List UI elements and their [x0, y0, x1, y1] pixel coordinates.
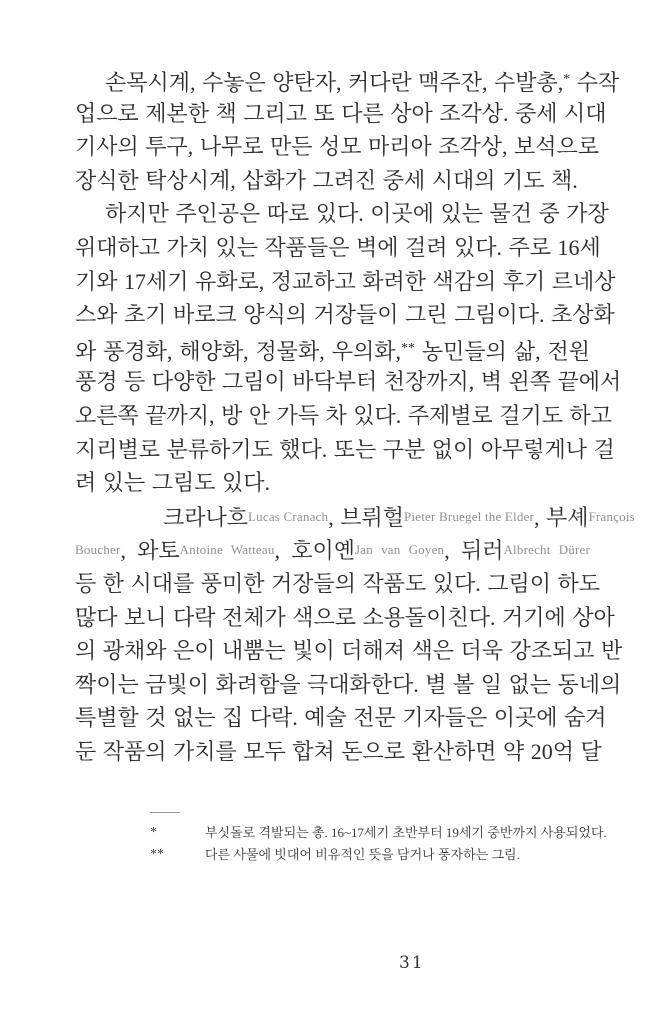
footnote-marker: **: [150, 846, 164, 862]
text-segment: 위대하고 가치 있는 작품들은 벽에 걸려 있다. 주로 16세: [75, 234, 601, 260]
text-segment: ,: [328, 504, 341, 530]
artist-name-latin: Pieter Bruegel the Elder: [403, 508, 535, 524]
page-number: 31: [399, 953, 425, 973]
footnote-item: [150, 822, 607, 844]
text-segment: 의 광채와 은이 내뿜는 빛이 더해져 색은 더욱 강조되고 반: [75, 638, 623, 664]
text-line: [75, 567, 601, 601]
text-line: [75, 634, 623, 668]
text-segment: 풍경 등 다양한 그림이 바닥부터 천장까지, 벽 왼쪽 끝에서: [75, 369, 622, 395]
artist-name-latin: Lucas Cranach: [248, 508, 329, 524]
text-segment: 농민들의 삶, 전원: [414, 338, 590, 364]
text-segment: 뒤러: [460, 538, 504, 564]
text-segment: 기사의 투구, 나무로 만든 성모 마리아 조각상, 보석으로: [75, 134, 600, 160]
footnote-marker: *: [150, 825, 157, 840]
text-segment: 와 풍경화, 해양화, 정물화, 우의화,: [75, 338, 401, 364]
text-segment: ,: [120, 538, 138, 564]
text-segment: 등 한 시대를 풍미한 거장들의 작품도 있다. 그림이 하도: [75, 570, 601, 596]
text-segment: ,: [444, 538, 461, 564]
text-segment: 업으로 제본한 책 그리고 또 다른 상아 조각상. 중세 시대: [75, 100, 607, 126]
text-segment: 브뤼헐: [340, 504, 404, 530]
text-line: [75, 735, 602, 769]
text-segment: 수작: [570, 70, 620, 95]
text-segment: 하지만 주인공은 따로 있다. 이곳에 있는 물건 중 가장: [105, 201, 609, 227]
footnote-reference-mark: **: [400, 340, 415, 356]
text-segment: 둔 작품의 가치를 모두 합쳐 돈으로 환산하면 약 20억 달: [75, 738, 602, 764]
text-line: [75, 365, 622, 399]
text-line: [75, 265, 616, 299]
text-segment: 와토: [137, 538, 180, 564]
artist-name-latin: Antoine Watteau: [179, 542, 275, 558]
text-line: [75, 130, 600, 164]
footnote-text: 다른 사물에 빗대어 비유적인 뜻을 담거나 풍자하는 그림.: [205, 846, 520, 862]
text-segment: 손목시계, 수놓은 양탄자, 커다란 맥주잔, 수발총,: [105, 70, 564, 95]
text-segment: 오른쪽 끝까지, 방 안 가득 차 있다. 주제별로 걸기도 하고: [75, 402, 613, 428]
artist-name-latin: François: [588, 508, 635, 524]
footnote-item: [150, 844, 590, 866]
text-block: [75, 63, 635, 768]
text-segment: 려 있는 그림도 있다.: [75, 470, 271, 496]
text-segment: 지리별로 분류하기도 했다. 또는 구분 없이 아무렇게나 걸: [75, 436, 615, 462]
text-segment: 크라나흐: [163, 504, 249, 530]
text-segment: ,: [534, 504, 547, 530]
footnote-reference-mark: *: [563, 72, 571, 87]
footnote-rule: [150, 812, 180, 813]
text-line: [75, 231, 601, 265]
text-line: [75, 601, 615, 635]
text-segment: 장식한 탁상시계, 삽화가 그려진 중세 시대의 기도 책.: [75, 167, 578, 193]
text-line: [75, 97, 607, 131]
text-line: [75, 332, 590, 366]
text-segment: 짝이는 금빛이 화려함을 극대화한다. 별 볼 일 없는 동네의: [75, 671, 622, 697]
text-segment: 특별할 것 없는 집 다락. 예술 전문 기자들은 이곳에 숨겨: [75, 705, 607, 731]
text-line: [75, 466, 590, 500]
footnote-list: [150, 822, 607, 865]
text-line: [75, 433, 615, 467]
text-line: [75, 668, 622, 702]
text-line: [75, 500, 635, 534]
text-line: [75, 298, 615, 332]
text-line: [75, 164, 590, 198]
text-line: [75, 399, 613, 433]
artist-name-latin: Albrecht Dürer: [503, 542, 591, 558]
text-segment: 호이옌: [291, 538, 355, 564]
text-line: [75, 701, 607, 735]
text-segment: 기와 17세기 유화로, 정교하고 화려한 색감의 후기 르네상: [75, 268, 616, 294]
artist-name-latin: Jan van Goyen: [355, 542, 445, 558]
text-segment: ,: [274, 538, 292, 564]
text-line: [75, 533, 590, 567]
text-segment: 부셰: [546, 504, 589, 530]
text-segment: 많다 보니 다락 전체가 색으로 소용돌이친다. 거기에 상아: [75, 604, 615, 630]
artist-name-latin: Boucher: [75, 542, 121, 558]
text-segment: 스와 초기 바로크 양식의 거장들이 그린 그림이다. 초상화: [75, 302, 615, 328]
footnotes: [150, 812, 607, 865]
text-line: [75, 197, 609, 231]
footnote-text: 부싯돌로 격발되는 총. 16~17세기 초반부터 19세기 중반까지 사용되었다.: [205, 825, 607, 840]
text-line: [75, 63, 620, 97]
